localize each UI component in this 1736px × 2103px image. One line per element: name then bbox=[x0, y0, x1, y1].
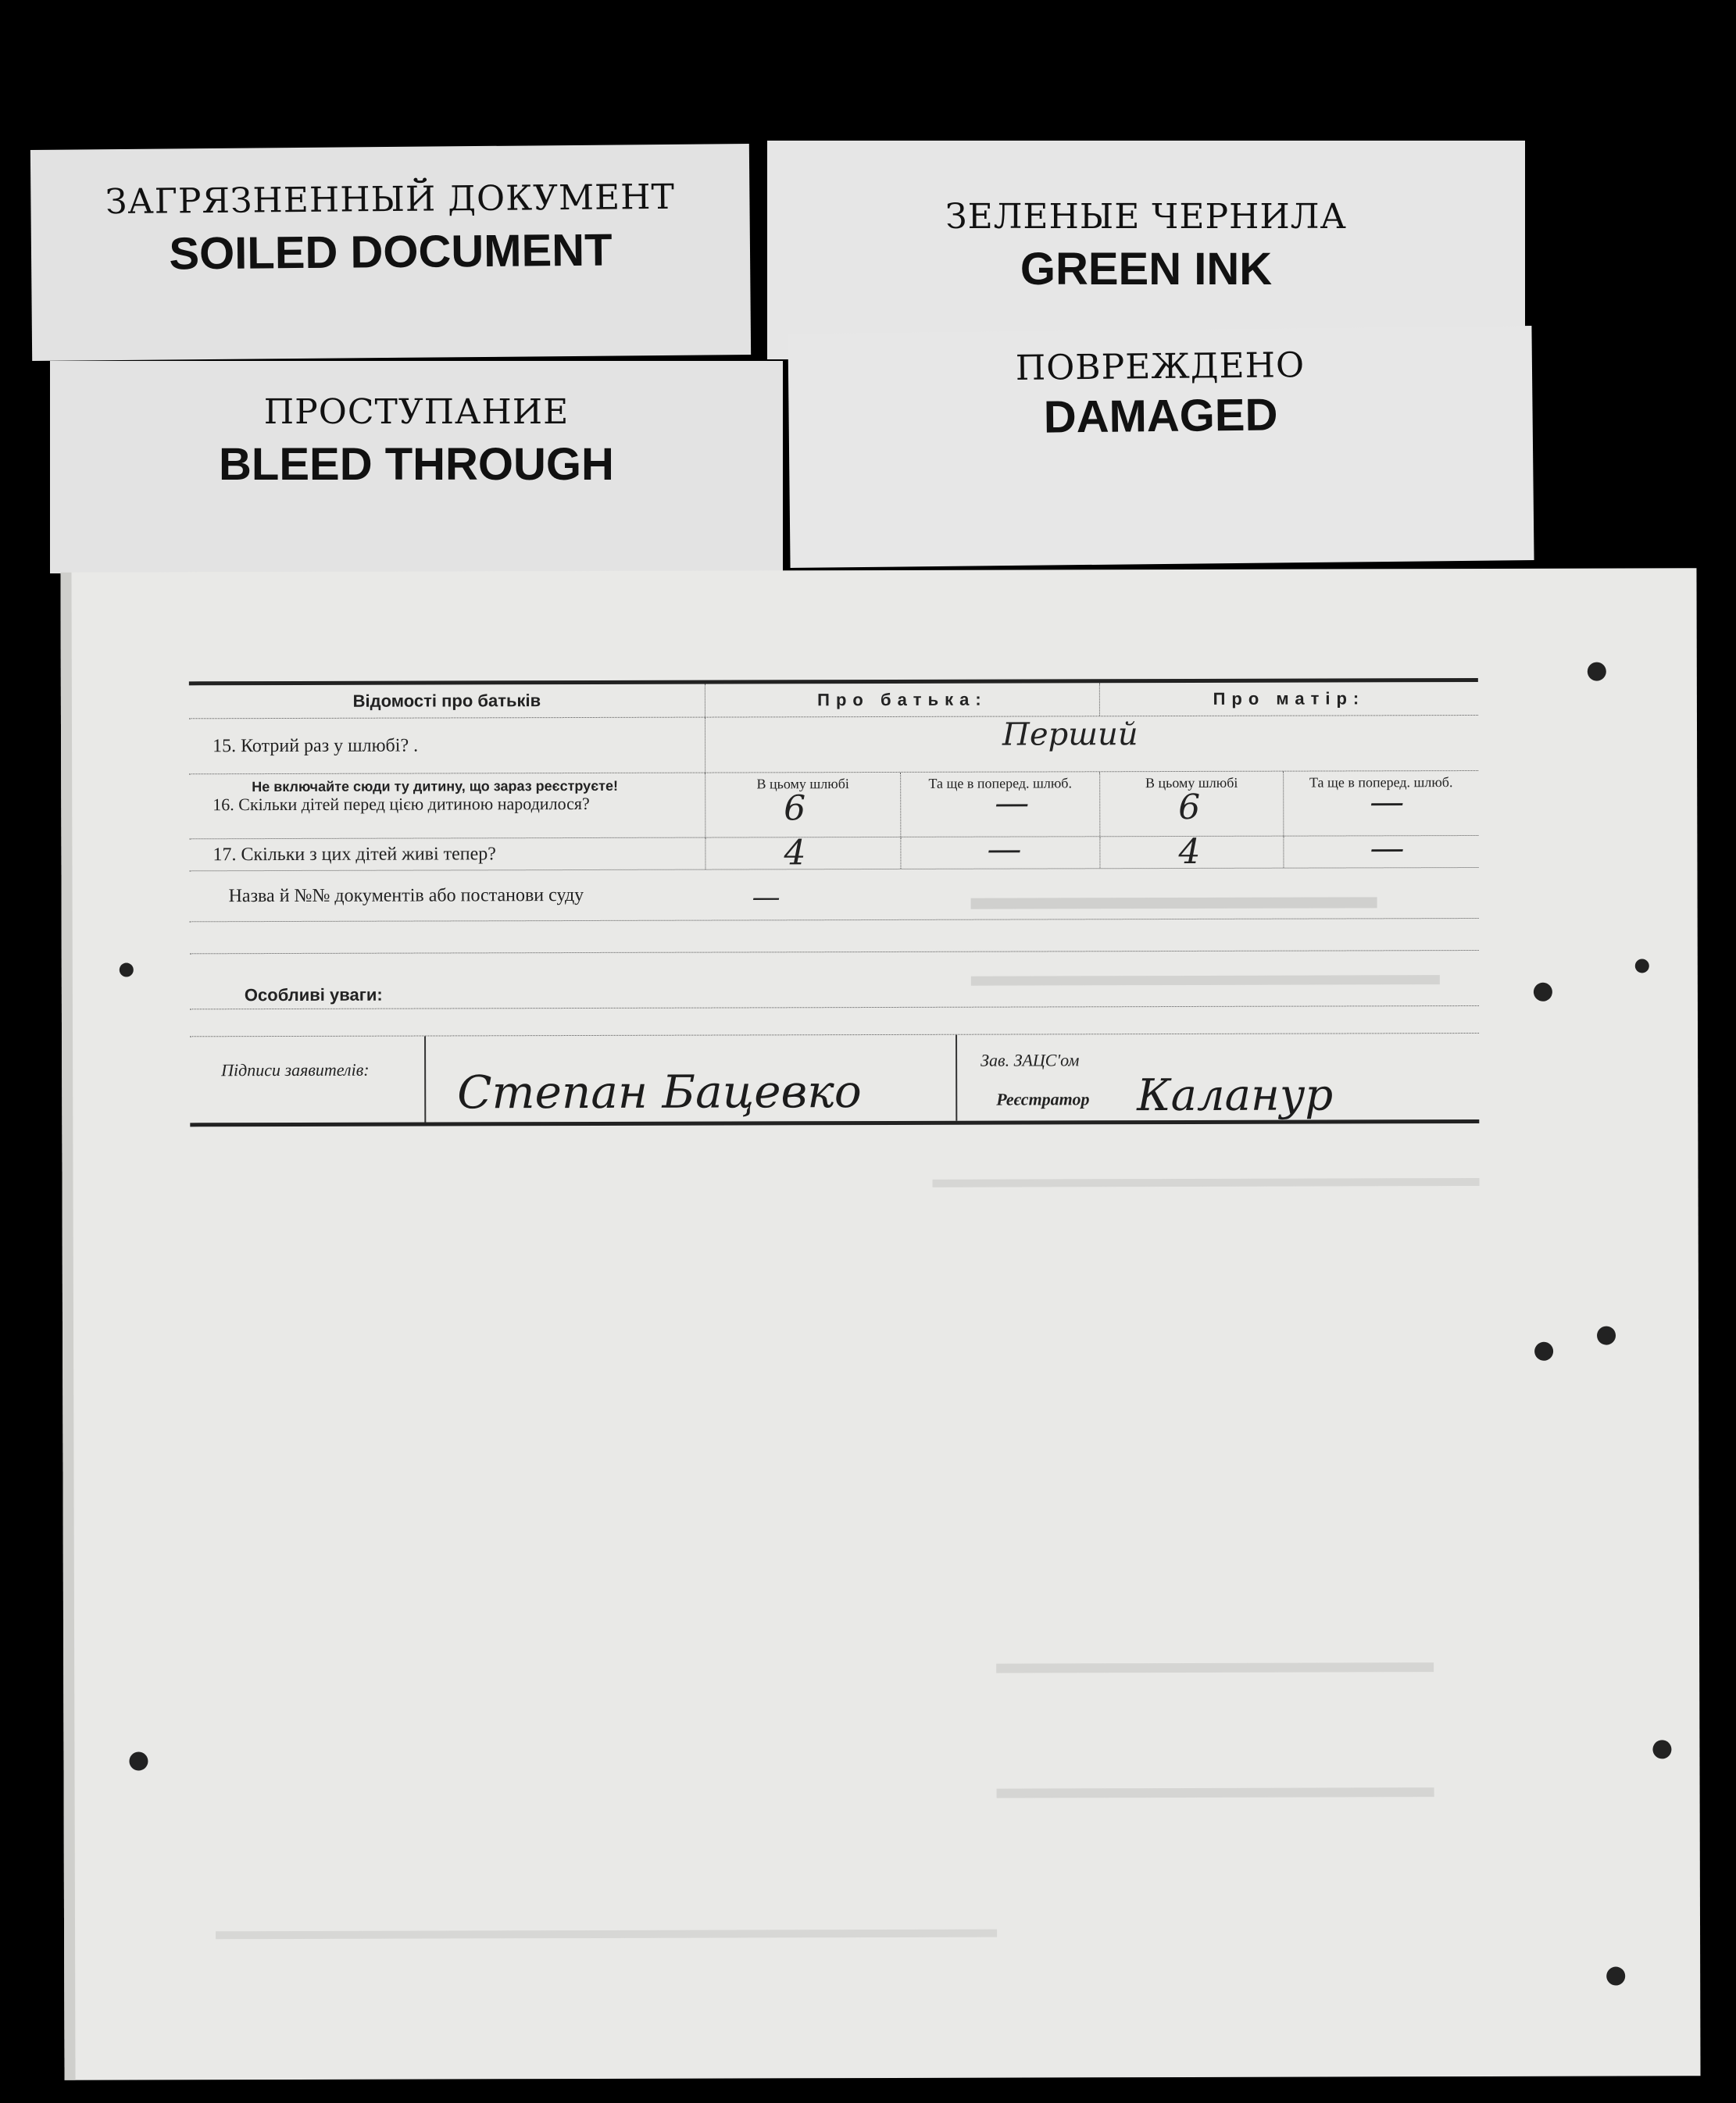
form-row-documents bbox=[189, 868, 1478, 922]
form-row-q16 bbox=[189, 771, 1478, 839]
punch-hole bbox=[1534, 1342, 1553, 1361]
punch-hole bbox=[1652, 1740, 1671, 1758]
q17-father-prev: — bbox=[987, 829, 1022, 869]
bleed-through-mark bbox=[997, 1787, 1434, 1798]
mother-column-header: Про матір: bbox=[1099, 682, 1478, 716]
form-row-q15 bbox=[189, 716, 1478, 774]
q16-mother-col-prev: Та ще в поперед. шлюб. bbox=[1309, 774, 1453, 791]
q17-label: 17. Скільки з цих дітей живі тепер? bbox=[213, 843, 496, 865]
registrar-signature: Каланур bbox=[1137, 1069, 1334, 1122]
form-header-row bbox=[189, 682, 1478, 719]
applicants-signature-label: Підписи заявителів: bbox=[221, 1059, 370, 1080]
form-row-q17 bbox=[189, 828, 1478, 873]
label-card-soiled bbox=[30, 144, 751, 361]
applicant-signature: Степан Бацевко bbox=[457, 1065, 862, 1119]
q15-label: 15. Котрий раз у шлюбі? . bbox=[213, 735, 419, 756]
label-green-ink-en: GREEN INK bbox=[1020, 244, 1273, 295]
form-row-remarks-cont bbox=[190, 1006, 1479, 1037]
punch-hole bbox=[1635, 959, 1649, 973]
remarks-label: Особливі уваги: bbox=[244, 984, 383, 1005]
label-card-bleed-through bbox=[50, 361, 783, 573]
label-bleed-en: BLEED THROUGH bbox=[219, 439, 614, 490]
q15-answer: Перший bbox=[1002, 716, 1138, 753]
parents-info-form bbox=[189, 678, 1479, 1126]
registry-head-label: Зав. ЗАЦС'ом bbox=[981, 1050, 1080, 1070]
q16-label: 16. Скільки дітей перед цією дитиною народилося? bbox=[213, 793, 590, 815]
document-sheet bbox=[60, 568, 1700, 2080]
label-bleed-ru: ПРОСТУПАНИЕ bbox=[263, 392, 570, 432]
q16-father-col-prev: Та ще в поперед. шлюб. bbox=[928, 775, 1072, 791]
label-damaged-en: DAMAGED bbox=[1043, 389, 1278, 443]
form-row-documents-cont bbox=[190, 919, 1479, 954]
label-green-ink-ru: ЗЕЛЕНЫЕ ЧЕРНИЛА bbox=[945, 197, 1347, 237]
form-row-signatures bbox=[190, 1034, 1479, 1123]
q16-note: Не включайте сюди ту дитину, що зараз реєструєте! bbox=[252, 777, 618, 795]
label-damaged-ru: ПОВРЕЖДЕНО bbox=[1015, 345, 1306, 388]
q16-mother-prev: — bbox=[1370, 782, 1405, 823]
punch-hole bbox=[120, 963, 134, 977]
q17-mother-prev: — bbox=[1370, 828, 1405, 869]
documents-label: Назва й №№ документів або постанови суду bbox=[228, 884, 584, 906]
bleed-through-mark bbox=[216, 1930, 997, 1940]
bleed-through-mark bbox=[933, 1178, 1480, 1187]
punch-hole bbox=[1588, 662, 1606, 681]
documents-answer: — bbox=[752, 880, 780, 913]
label-soiled-ru: ЗАГРЯЗНЕННЫЙ ДОКУМЕНТ bbox=[105, 177, 676, 223]
section-title: Відомості про батьків bbox=[352, 691, 541, 711]
label-card-damaged bbox=[788, 326, 1534, 568]
q16-mother-this: 6 bbox=[1178, 787, 1201, 827]
q16-mother-col-this: В цьому шлюбі bbox=[1145, 774, 1238, 791]
label-soiled-en: SOILED DOCUMENT bbox=[169, 224, 613, 280]
q16-father-this: 6 bbox=[784, 788, 806, 829]
q17-mother-this: 4 bbox=[1178, 831, 1201, 872]
bleed-through-mark bbox=[996, 1662, 1434, 1673]
punch-hole bbox=[1606, 1967, 1625, 1986]
q16-father-col-this: В цьому шлюбі bbox=[756, 776, 849, 792]
q16-father-prev: — bbox=[995, 783, 1030, 823]
punch-hole bbox=[1597, 1326, 1616, 1345]
form-row-remarks bbox=[190, 951, 1479, 1009]
punch-hole bbox=[129, 1751, 148, 1770]
father-column-header: Про батька: bbox=[705, 683, 1099, 716]
punch-hole bbox=[1534, 983, 1552, 1002]
registrar-label: Реєстратор bbox=[996, 1089, 1090, 1109]
q17-father-this: 4 bbox=[784, 833, 806, 873]
